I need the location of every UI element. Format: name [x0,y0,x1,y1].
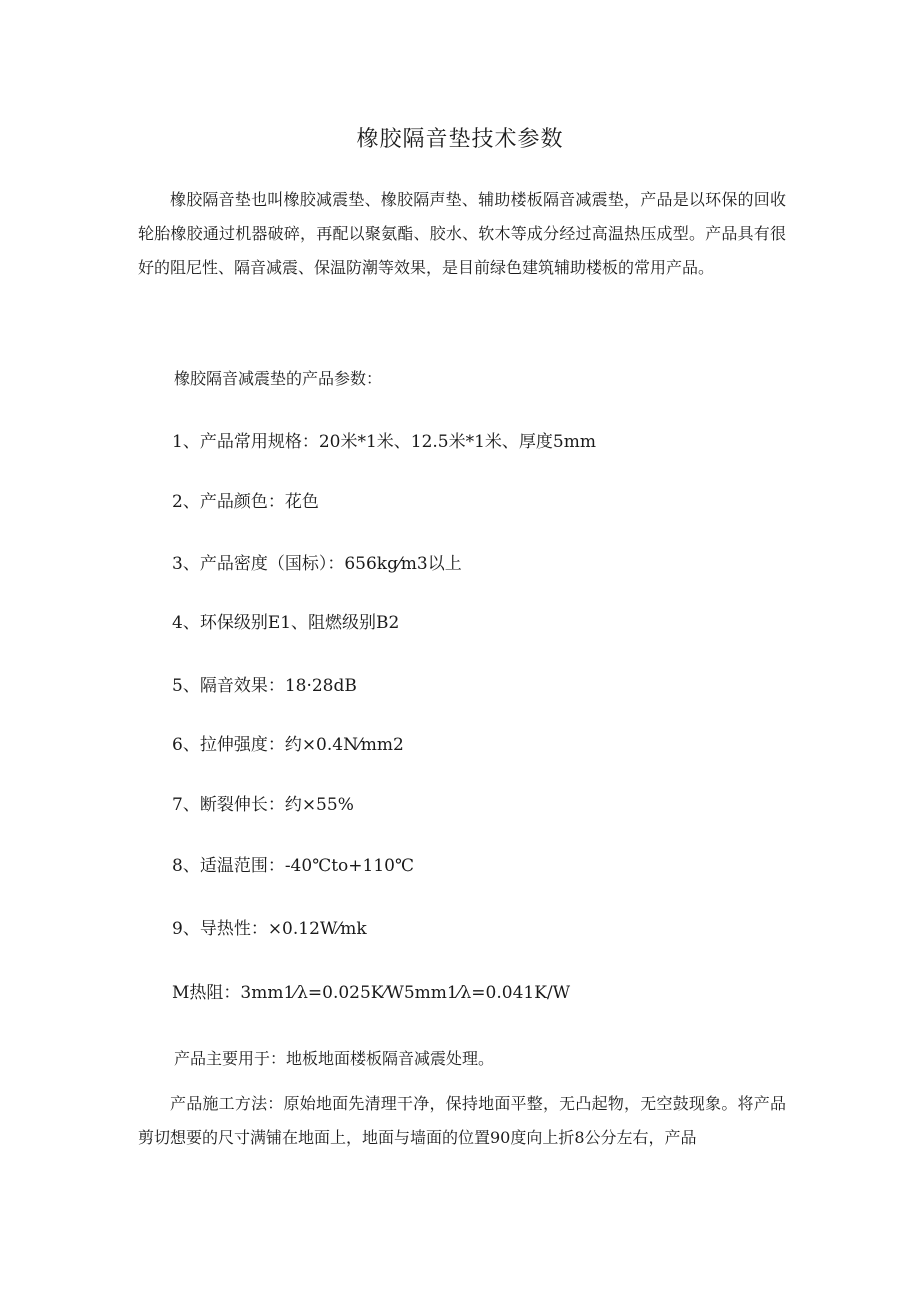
spec-item-6: 6、拉伸强度：约×0.4N⁄mm2 [172,735,404,755]
document-title: 橡胶隔音垫技术参数 [356,127,564,152]
usage-paragraph: 产品主要用于：地板地面楼板隔音减震处理。 [174,1049,495,1068]
spec-item-1: 1、产品常用规格：20米*1米、12.5米*1米、厚度5mm [172,432,596,452]
spec-item-8: 8、适温范围：-40℃to+110℃ [172,856,414,876]
spec-item-2: 2、产品颜色：花色 [172,492,319,512]
intro-paragraph: 橡胶隔音垫也叫橡胶减震垫、橡胶隔声垫、辅助楼板隔音减震垫，产品是以环保的回收轮胎橡胶通过机器破碎，再配以聚氨酯、胶水、软木等成分经过高温热压成型。产品具有很好的阻尼性、隔音减震、保温防潮等效果，是目前绿色建筑辅助楼板的常用产品。 [138,190,786,277]
spec-item-3: 3、产品密度（国标）：656kg⁄m3以上 [172,554,462,574]
spec-item-thermal-resistance: M热阻：3mm1⁄λ=0.025K⁄W5mm1⁄λ=0.041K/W [172,983,571,1003]
spec-item-9: 9、导热性：×0.12W⁄mk [172,919,367,939]
method-paragraph: 产品施工方法：原始地面先清理干净，保持地面平整，无凸起物，无空鼓现象。将产品剪切想要的尺寸满铺在地面上，地面与墙面的位置90度向上折8公分左右，产品 [138,1094,786,1147]
spec-item-7: 7、断裂伸长：约×55% [172,795,354,815]
spec-item-4: 4、环保级别E1、阻燃级别B2 [172,613,400,633]
params-heading: 橡胶隔音减震垫的产品参数： [174,369,383,388]
spec-item-5: 5、隔音效果：18·28dB [172,676,357,696]
